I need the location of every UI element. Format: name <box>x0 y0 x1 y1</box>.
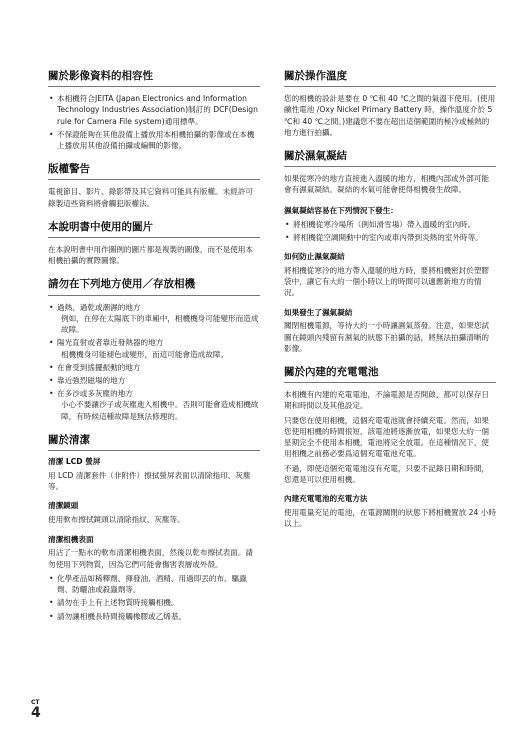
cleaning-section <box>48 434 260 622</box>
location-item-main: 靠近強烈磁場的地方 <box>57 376 126 386</box>
cleaning-lcd-text: 用 LCD 清潔套件（非附件）擦拭螢屏表面以清除指印、灰塵等。 <box>48 470 251 492</box>
location-item <box>48 302 260 336</box>
copyright-warning-section <box>48 163 260 209</box>
condensation-occurs-item: • 將相機從寒冷場所（例如滑雪場）帶入溫暖的室內時。 <box>284 219 496 230</box>
cleaning-lens-block <box>48 501 260 525</box>
cleaning-surface-item: • 請勿讓相機長時間接觸橡膠或乙烯基。 <box>48 611 260 622</box>
location-item-main: 在多沙或多灰塵的地方 <box>57 389 133 399</box>
condensation-occurs-list <box>284 219 496 243</box>
battery-paragraph: 只要您在使用相機，這個充電電池就會持續充電。然而，如果您使用相機的時間很短，該電池將逐漸放電，如果您大約一個星期完全不使用本相機，電池將完全放電。在這種情況下，使用相機之前務必要爲這個充電電池充電。 <box>284 415 490 459</box>
right-column <box>284 70 496 541</box>
location-item-main: 過熱、過乾或潮濕的地方 <box>57 302 141 312</box>
cleaning-surface-text: 用沾了一點水的軟布清潔相機表面，然後以乾布擦拭表面。請勿使用下列物質，因為它們可能會傷害表層或外殼。 <box>48 548 254 569</box>
battery-section <box>284 366 496 529</box>
compatibility-section <box>48 70 260 151</box>
cleaning-lcd-block <box>48 457 260 492</box>
cleaning-surface-item: • 請勿在手上有上述物質時接觸相機。 <box>48 597 260 608</box>
location-item-detail: 例如，在停在太陽底下的車廂中，相機機身可能變形而造成故障。 <box>61 313 259 335</box>
location-item-main: 陽光直射或者靠近發熱器的地方 <box>57 338 164 348</box>
cleaning-lcd-heading: 清潔 LCD 螢屏 <box>48 457 101 467</box>
pictures-text: 在本說明書中用作圖例的圖片都是複製的圖像，而不是使用本相機拍攝的實際圖像。 <box>48 245 254 266</box>
battery-charging-text: 使用電量充足的電池，在電源關閉的狀態下將相機置放 24 小時以上。 <box>284 507 496 529</box>
battery-heading: 關於內建的充電電池 <box>284 366 496 383</box>
battery-paragraph: 本相機有內建的充電電池，不論電源是否開啟，都可以保存日期和時間以及其他設定。 <box>284 390 490 411</box>
left-column <box>48 70 260 634</box>
location-item <box>48 388 260 422</box>
battery-charging-block <box>284 494 496 529</box>
copyright-warning-heading: 版權警告 <box>48 163 260 180</box>
location-item <box>48 362 260 373</box>
condensation-prevent-heading: 如何防止濕氣凝結 <box>284 251 345 261</box>
condensation-if-occurs-text: 關閉相機電源，等待大約一小時讓濕氣蒸發。注意，如果您試圖在鏡頭內殘留有濕氣的狀態下拍攝的話，將無法拍攝清晰的影像。 <box>284 321 490 353</box>
page-label <box>31 700 41 721</box>
battery-paragraph: 不過，即使這個充電電池沒有充電，只要不記錄日期和時間，您還是可以使用相機。 <box>284 463 490 484</box>
condensation-occurs-heading: 濕氣凝結容易在下列情況下發生： <box>284 205 398 215</box>
battery-charging-heading: 內建充電電池的充電方法 <box>284 494 368 504</box>
condensation-if-occurs-heading: 如果發生了濕氣凝結 <box>284 307 353 317</box>
location-item <box>48 337 260 359</box>
pictures-section <box>48 221 260 267</box>
cleaning-surface-item: • 化學產品如稀釋劑、揮發油、酒精、用過即丟的布、驅蟲劑、防曬油或殺蟲劑等。 <box>48 573 260 595</box>
condensation-prevent-text: 將相機從寒冷的地方帶入溫暖的地方時，要將相機密封於塑膠袋中，讓它有大約一個小時以上的時間可以適應新地方的情況。 <box>284 265 490 298</box>
location-item-main: 在會受到搖擺振動的地方 <box>57 362 141 372</box>
location-item-detail: 小心不要讓沙子或灰塵進入相機中。否則可能會造成相機故障，有時候這種故障是無法修理的。 <box>61 400 259 421</box>
locations-list <box>48 302 260 422</box>
cleaning-lens-heading: 清潔鏡頭 <box>48 501 79 511</box>
locations-section <box>48 278 260 421</box>
cleaning-heading: 關於清潔 <box>48 434 260 451</box>
temperature-section <box>284 70 496 138</box>
cleaning-surface-list <box>48 573 260 622</box>
pictures-heading: 本說明書中使用的圖片 <box>48 221 260 238</box>
condensation-occurs-item: • 將相機從空調開動中的室內或車內帶到炎熱的室外時等。 <box>284 232 496 243</box>
compatibility-list <box>48 93 260 151</box>
condensation-heading: 關於濕氣凝結 <box>284 150 496 167</box>
condensation-occurs-block <box>284 206 496 243</box>
cleaning-surface-heading: 清潔相機表面 <box>48 534 94 544</box>
location-item <box>48 375 260 386</box>
condensation-prevent-block <box>284 252 496 299</box>
language-code: CT <box>31 699 40 706</box>
condensation-section <box>284 150 496 354</box>
cleaning-lens-text: 使用軟布擦拭鏡頭以清除指紋、灰塵等。 <box>48 515 185 525</box>
temperature-text: 您的相機的設計是要在 0 ℃和 40 ℃之間的氣溫下使用。(使用鹼性電池 /Oxy Nickel Primary Battery 時，操作溫度介於 5 ℃和 40 ℃之間。)建議您不要在超出這個範圍的極冷或極熱的地方進行拍攝。 <box>284 94 496 137</box>
page-number: 4 <box>31 705 41 721</box>
condensation-text: 如果從寒冷的地方直接進入溫暖的地方，相機內部或外部可能會有濕氣凝結。凝結的水氣可能會使得相機發生故障。 <box>284 174 490 195</box>
copyright-warning-text: 電視節目、影片、錄影帶及其它資料可能具有版權。未經許可錄製這些資料將會觸犯版權法。 <box>48 187 254 208</box>
locations-heading: 請勿在下列地方使用／存放相機 <box>48 278 260 295</box>
compatibility-heading: 關於影像資料的相容性 <box>48 70 260 87</box>
compatibility-item: • 本相機符合JEITA (Japan Electronics and Information Technology Industries Association)制訂的 DCF(Design rule for Camera File system)通用標準。 <box>48 93 260 127</box>
condensation-if-occurs-block <box>284 308 496 355</box>
compatibility-item: • 不保證能夠在其他設備上播放用本相機拍攝的影像或在本機上播放用其他設備拍攝或編輯的影像。 <box>48 129 260 151</box>
temperature-heading: 關於操作溫度 <box>284 70 496 87</box>
location-item-detail: 相機機身可能褪色或變形，而這可能會造成故障。 <box>61 349 229 359</box>
cleaning-surface-block <box>48 535 260 622</box>
